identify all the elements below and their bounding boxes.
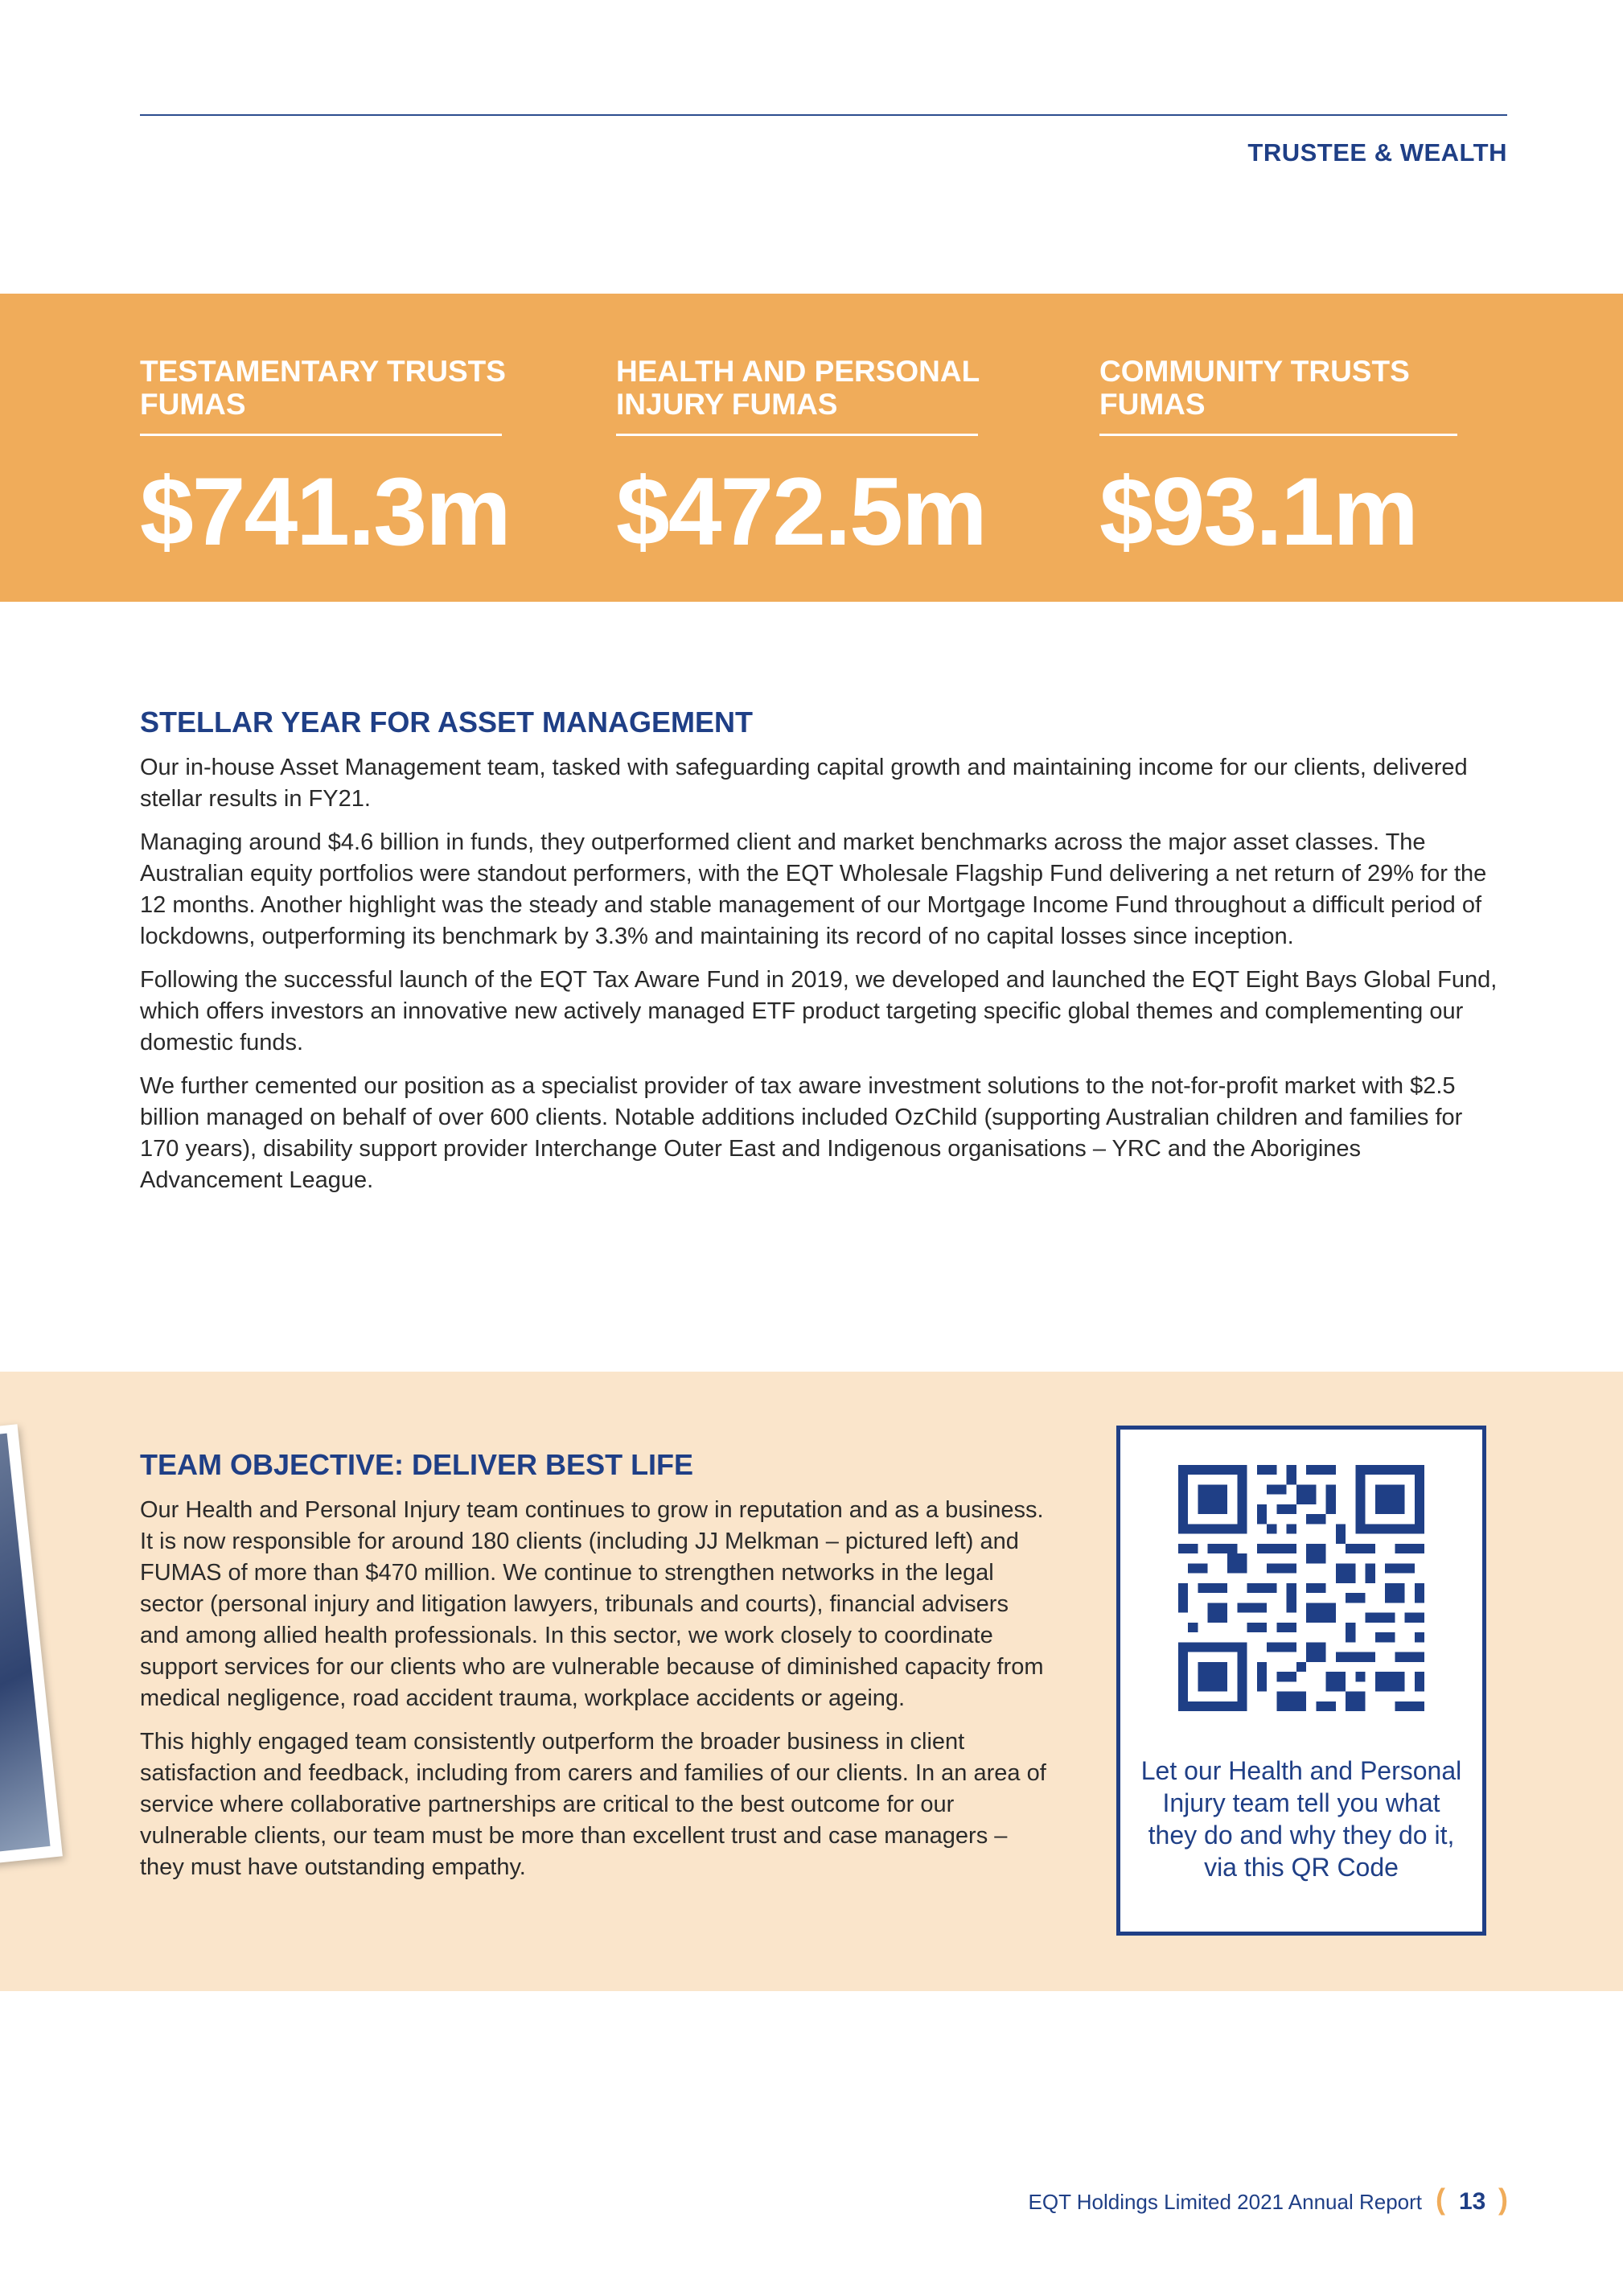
stats-band (0, 294, 1623, 602)
stat-value: $93.1m (1099, 458, 1417, 566)
header-rule (140, 114, 1507, 116)
article-paragraph: Following the successful launch of the EQT Tax Aware Fund in 2019, we developed and launched the EQT Eight Bays Global Fund, which offers investors an innovative new actively managed ETF product targeting specific global themes and complementing our domestic funds. (140, 967, 1498, 1055)
team-paragraph: This highly engaged team consistently outperform the broader business in client satisfaction and feedback, including from carers and families of our clients. In an area of service where collaborative partnerships are critical to the best outcome for our vulnerable clients, our team must be more than excellent trust and case managers – they must have outstanding empathy. (140, 1729, 1046, 1880)
qr-card (1116, 1426, 1486, 1936)
stat-label: TESTAMENTARY TRUSTS FUMAS (140, 355, 506, 421)
stat-health-personal-injury (616, 355, 986, 566)
stat-label: COMMUNITY TRUSTS FUMAS (1099, 355, 1410, 421)
asset-management-article (140, 706, 1507, 1208)
article-title: STELLAR YEAR FOR ASSET MANAGEMENT (140, 706, 754, 739)
stat-divider (616, 434, 978, 436)
stat-testamentary-trusts (140, 355, 510, 566)
section-label: TRUSTEE & WEALTH (1247, 138, 1507, 167)
client-photo (0, 1424, 63, 1866)
article-paragraph: Managing around $4.6 billion in funds, they outperformed client and market benchmarks across the major asset classes. The Australian equity portfolios were standout performers, with the EQT Wholesale Flagship Fund delivering a net return of 29% for the 12 months. Another highlight was the steady and stable management of our Mortgage Income Fund throughout a difficult period of lockdowns, outperforming its benchmark by 3.3% and maintaining its record of no capital losses since inception. (140, 829, 1487, 949)
stat-divider (1099, 434, 1457, 436)
stat-label: HEALTH AND PERSONAL INJURY FUMAS (616, 355, 980, 421)
stat-community-trusts (1099, 355, 1469, 566)
article-paragraph: Our in-house Asset Management team, tasked with safeguarding capital growth and maintaining income for our clients, delivered stellar results in FY21. (140, 755, 1468, 812)
qr-code-icon[interactable] (1178, 1465, 1424, 1711)
page-number: 13 (1459, 2188, 1486, 2215)
stat-divider (140, 434, 502, 436)
page-bracket-left: ( (1436, 2183, 1445, 2216)
article-paragraph: We further cemented our position as a specialist provider of tax aware investment solutions to the not-for-profit market with $2.5 billion managed on behalf of over 600 clients. Notable additions included OzChild (supporting Australian children and families for 170 years), disability support provider Interchange Outer East and Indigenous organisations – YRC and the Aborigines Advancement League. (140, 1073, 1463, 1193)
qr-caption: Let our Health and Personal Injury team tell you what they do and why they do it, via this QR Code (1140, 1756, 1462, 1882)
page-bracket-right: ) (1498, 2183, 1508, 2216)
stat-value: $741.3m (140, 458, 510, 566)
team-paragraph: Our Health and Personal Injury team continues to grow in reputation and as a business. It is now responsible for around 180 clients (including JJ Melkman – pictured left) and FUMAS of more than $470 million. We continue to strengthen networks in the legal sector (personal injury and litigation lawyers, tribunals and courts), financial advisers and among allied health professionals. In this sector, we work closely to coordinate support services for our clients who are vulnerable because of diminished capacity from medical negligence, road accident trauma, workplace accidents or ageing. (140, 1497, 1044, 1711)
footer-report-title: EQT Holdings Limited 2021 Annual Report (1028, 2190, 1422, 2214)
team-title: TEAM OBJECTIVE: DELIVER BEST LIFE (140, 1448, 694, 1481)
stat-value: $472.5m (616, 458, 986, 566)
team-objective-section (140, 1448, 1049, 1895)
